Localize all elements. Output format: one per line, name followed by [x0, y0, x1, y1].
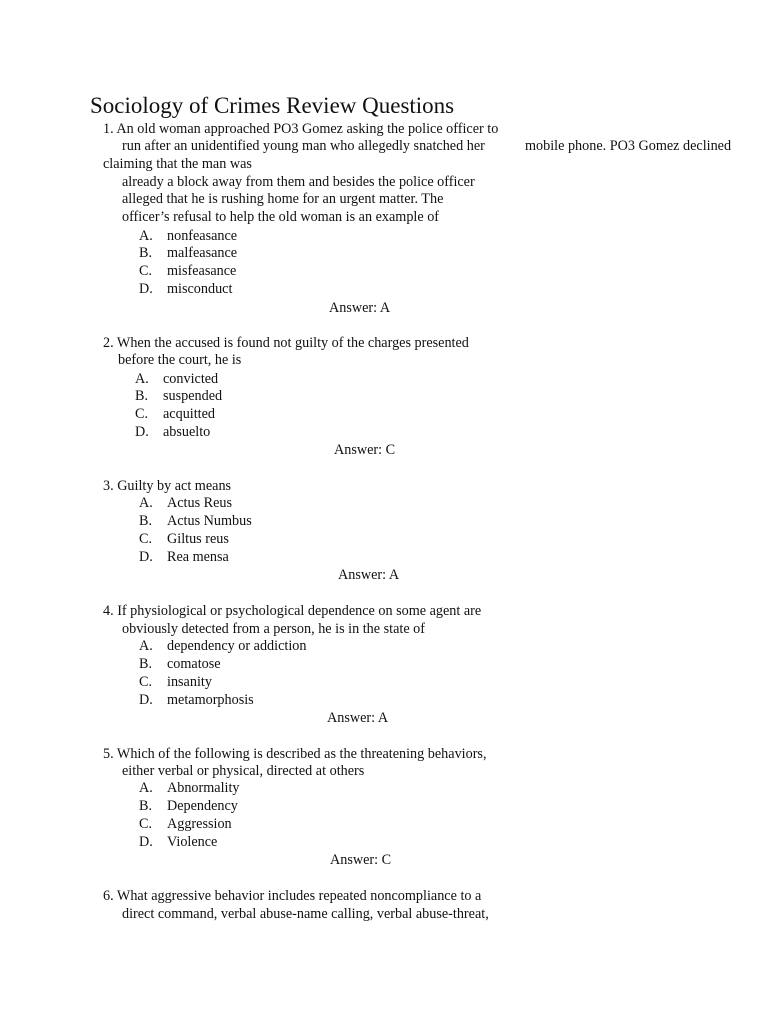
question-1-option-a: nonfeasance [167, 228, 238, 244]
question-5-option-a-letter: A. [139, 780, 153, 796]
question-5-line-2: either verbal or physical, directed at others [122, 763, 365, 779]
question-3-option-b: Actus Numbus [167, 513, 252, 529]
question-4-line-1: 4. If physiological or psychological dependence on some agent are [103, 603, 482, 619]
question-2-option-a: convicted [163, 371, 219, 387]
question-4-option-d: metamorphosis [167, 692, 254, 708]
question-2-option-c-letter: C. [135, 406, 149, 422]
question-5-option-c: Aggression [167, 816, 232, 832]
question-2-option-a-letter: A. [135, 371, 149, 387]
question-3-option-a: Actus Reus [167, 495, 233, 511]
question-4-line-2: obviously detected from a person, he is in the state of [122, 621, 425, 637]
question-1-answer: Answer: A [329, 300, 391, 316]
question-4-answer: Answer: A [327, 710, 389, 726]
question-4-option-c-letter: C. [139, 674, 153, 690]
question-2-option-b-letter: B. [135, 388, 149, 404]
question-3-line-1: 3. Guilty by act means [103, 478, 232, 494]
question-5-option-d-letter: D. [139, 834, 153, 850]
question-2-option-b: suspended [163, 388, 223, 404]
question-1-line-5: alleged that he is rushing home for an urgent matter. The [122, 191, 444, 207]
question-5-option-b-letter: B. [139, 798, 153, 814]
document-title: Sociology of Crimes Review Questions [90, 93, 455, 118]
question-2-line-1: 2. When the accused is found not guilty of the charges presented [103, 335, 469, 351]
question-3-option-c: Giltus reus [167, 531, 229, 547]
question-3-option-a-letter: A. [139, 495, 153, 511]
question-1-option-a-letter: A. [139, 228, 153, 244]
question-1-option-c: misfeasance [167, 263, 237, 279]
question-4-option-a-letter: A. [139, 638, 153, 654]
question-6-line-1: 6. What aggressive behavior includes repeated noncompliance to a [103, 888, 482, 904]
question-5-option-d: Violence [167, 834, 218, 850]
question-5-option-c-letter: C. [139, 816, 153, 832]
question-1-option-b-letter: B. [139, 245, 153, 261]
question-5-option-b: Dependency [167, 798, 238, 814]
question-1-option-d-letter: D. [139, 281, 153, 297]
question-2-option-d: absuelto [163, 424, 211, 440]
question-1-line-1: 1. An old woman approached PO3 Gomez asking the police officer to [103, 121, 499, 137]
question-1-line-6: officer’s refusal to help the old woman is an example of [122, 209, 440, 225]
question-4-option-b-letter: B. [139, 656, 153, 672]
question-1-line-3: claiming that the man was [103, 156, 252, 172]
question-4-option-b: comatose [167, 656, 221, 672]
question-3-option-d: Rea mensa [167, 549, 229, 565]
question-5-answer: Answer: C [330, 852, 392, 868]
question-5-line-1: 5. Which of the following is described as the threatening behaviors, [103, 746, 487, 762]
question-2-answer: Answer: C [334, 442, 396, 458]
question-3-answer: Answer: A [338, 567, 400, 583]
question-4-option-a: dependency or addiction [167, 638, 307, 654]
question-2-option-d-letter: D. [135, 424, 149, 440]
question-4-option-d-letter: D. [139, 692, 153, 708]
question-3-option-d-letter: D. [139, 549, 153, 565]
question-1-line-4: already a block away from them and besides the police officer [122, 174, 475, 190]
question-3-option-b-letter: B. [139, 513, 153, 529]
question-1-line-2: run after an unidentified young man who allegedly snatched her [122, 138, 485, 154]
question-5-option-a: Abnormality [167, 780, 240, 796]
question-1-line-2-continued: mobile phone. PO3 Gomez declined [525, 138, 732, 154]
question-6-line-2: direct command, verbal abuse-name calling, verbal abuse-threat, [122, 906, 489, 922]
question-2-option-c: acquitted [163, 406, 215, 422]
question-3-option-c-letter: C. [139, 531, 153, 547]
question-2-line-2: before the court, he is [118, 352, 242, 368]
question-4-option-c: insanity [167, 674, 212, 690]
question-1-option-d: misconduct [167, 281, 233, 297]
question-1-option-b: malfeasance [167, 245, 238, 261]
question-1-option-c-letter: C. [139, 263, 153, 279]
